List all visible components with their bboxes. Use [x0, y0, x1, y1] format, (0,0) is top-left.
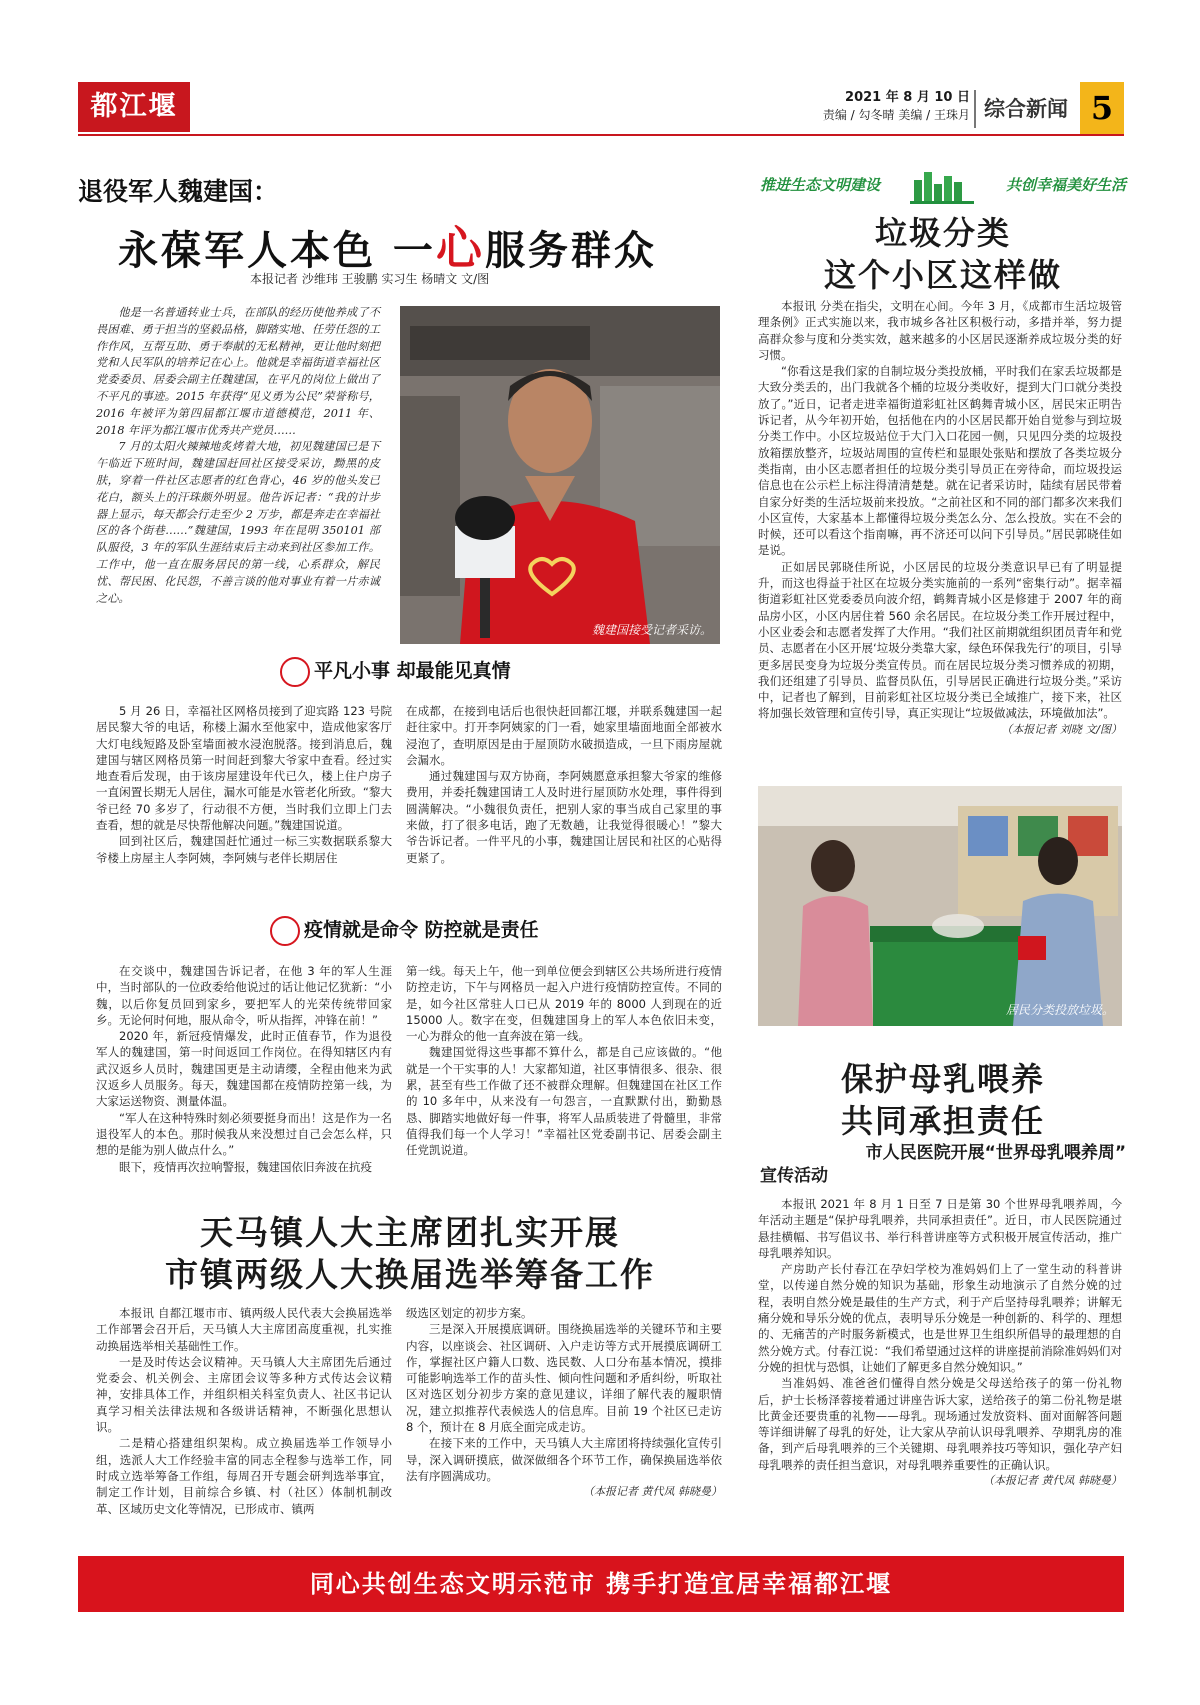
eco-banner-right: 共创幸福美好生活: [1005, 176, 1126, 194]
sub2-column-1: [96, 963, 392, 1197]
article1-kicker: 退役军人魏建国：: [78, 177, 279, 206]
body-paragraph: 通过魏建国与双方协商，李阿姨愿意承担黎大爷家的维修费用，并委托魏建国请工人及时进行屋顶防水处理，事件得到圆满解决。“小魏很负责任，把别人家的事当成自己家里的事来做，打了很多电话，跑了无数趟，让我觉得很暖心！”黎大爷告诉记者。一件平凡的小事，魏建国让居民和社区的心贴得更紧了。: [406, 769, 722, 865]
interview-photo-illustration: [400, 306, 720, 644]
eco-banner: [760, 168, 1126, 204]
header-divider: [78, 134, 1124, 136]
body-paragraph: 第一线。每天上午，他一到单位便会到辖区公共场所进行疫情防控走访，下午与网格员一起入户进行疫情防控宣传。不同的是，如今社区常驻人口已从 2019 年的 8000 人到现在的近 15000 人。数字在变，但魏建国身上的军人本色依旧未变，一心为群众的他一直奔波在第一线。: [406, 964, 722, 1044]
body-paragraph: 二是精心搭建组织架构。成立换届选举工作领导小组，选派人大工作经验丰富的同志全程参与选举工作，同时成立选举筹备工作组，每周召开专题会研判选举事宜，制定工作计划，目前综合乡镇、村（社区）体制机制改革、区域历史文化等情况，已形成市、镇两: [96, 1436, 392, 1516]
garbage-photo-caption: 居民分类投放垃圾。: [1005, 1003, 1114, 1017]
article1-title-part2: 服务群众: [484, 227, 657, 274]
intro-paragraph: 他是一名普通转业士兵，在部队的经历使他养成了不畏困难、勇于担当的坚毅品格，脚踏实地、任劳任怨的工作作风，互帮互助、勇于奉献的无私精神，更让他时刻把党和人民军队的培养记在心上。他就是幸福街道幸福社区党委委员、居委会副主任魏建国，在平凡的岗位上做出了不平凡的事迹。2015 年获得“见义勇为公民”荣誉称号，2016 年被评为第四届都江堰市道德模范，2011 年、2018 年评为都江堰市优秀共产党员……: [96, 306, 380, 437]
heart-circle-icon: [280, 657, 310, 687]
sub1-column-1: [96, 703, 392, 901]
article1-title: [118, 212, 718, 278]
eco-banner-left: 推进生态文明建设: [760, 176, 881, 194]
heart-circle-icon: [270, 916, 300, 946]
body-paragraph: 在接下来的工作中，天马镇人大主席团将持续强化宣传引导，深入调研摸底，做深做细各个环节工作，确保换届选举依法有序圆满成功。: [406, 1436, 722, 1483]
subhead-text: 平凡小事 却最能见真情: [314, 660, 511, 682]
city-green-icon: [910, 168, 974, 204]
article1-title-heart: 心: [435, 221, 485, 275]
subhead-epidemic-command: [270, 915, 590, 949]
body-paragraph: 5 月 26 日，幸福社区网格员接到了迎宾路 123 号院居民黎大爷的电话，称楼上漏水至他家中，造成他家客厅大灯电线短路及卧室墙面被水浸泡脱落。接到消息后，魏建国与辖区网格员第一时间赶到黎大爷家中查看。经过实地查看后发现，由于该房屋建设年代已久，楼上住户房子一直闲置长期无人居住，漏水可能是水管老化所致。“黎大爷已经 70 多岁了，行动很不方便，当时我们立即上门去查看，想的就是尽快帮他解决问题。”魏建国说道。: [96, 704, 392, 833]
interview-photo-caption: 魏建国接受记者采访。: [591, 623, 712, 637]
article2-byline: （本报记者 黄代凤 韩晓曼）: [583, 1485, 722, 1499]
sub2-column-2: [406, 963, 722, 1197]
article1-title-part1: 永葆军人本色 一: [118, 227, 436, 274]
article3-title: [760, 212, 1126, 296]
garbage-sorting-photo: [758, 786, 1122, 1026]
article4-subtitle-line1: 市人民医院开展“世界母乳喂养周”: [865, 1143, 1126, 1163]
article4-byline: （本报记者 黄代凤 韩晓曼）: [983, 1474, 1122, 1488]
article4-title-line2: 共同承担责任: [840, 1102, 1045, 1140]
garbage-sorting-illustration: [758, 786, 1122, 1026]
interview-photo: [400, 306, 720, 644]
body-paragraph: 本报讯 分类在指尖，文明在心间。今年 3 月，《成都市生活垃圾管理条例》正式实施以来，我市城乡各社区积极行动，多措并举，努力提高群众参与度和分类实效，越来越多的小区居民逐渐养成垃圾分类的好习惯。: [758, 299, 1122, 362]
masthead-logo: 都江堰报: [78, 82, 190, 132]
article2-column-2: [406, 1305, 722, 1545]
body-paragraph: 本报讯 自都江堰市市、镇两级人民代表大会换届选举工作部署会召开后，天马镇人大主席团高度重视，扎实推动换届选举相关基础性工作。: [96, 1306, 392, 1353]
body-paragraph: 眼下，疫情再次拉响警报，魏建国依旧奔波在抗疫: [119, 1159, 372, 1174]
body-paragraph: 当准妈妈、准爸爸们懂得自然分娩是父母送给孩子的第一份礼物后，护士长杨泽蓉接着通过讲座告诉大家，送给孩子的第二份礼物是堪比黄金还要贵重的礼物——母乳。现场通过发放资料、面对面解答问题等详细讲解了母乳的好处，让大家从孕前认识母乳喂养、孕期乳房的准备，到产后母乳喂养的三个关键期、母乳喂养技巧等知识，强化孕产妇母乳喂养的责任担当意识，对母乳喂养重要性的正确认识。: [758, 1376, 1122, 1472]
article4-subtitle: [760, 1142, 1126, 1188]
body-paragraph: 产房助产长付春江在孕妇学校为准妈妈们上了一堂生动的科普讲堂，以传递自然分娩的知识为基础，形象生动地演示了自然分娩的过程，表明自然分娩是最佳的生产方式，利于产后坚持母乳喂养；讲解无痛分娩和导乐分娩的优点，表明导乐分娩是一种创新的、科学的、理想的、无痛苦的产时服务新模式，也是世界卫生组织所倡导的最理想的自然分娩方式。付春江说：“我们希望通过这样的讲座提前消除准妈妈们对分娩的担忧与恐惧，让她们了解更多自然分娩知识。”: [758, 1262, 1122, 1374]
article3-body: [758, 298, 1122, 786]
article2-column-1: [96, 1305, 392, 1545]
intro-paragraph: 7 月的太阳火辣辣地炙烤着大地，初见魏建国已是下午临近下班时间，魏建国赶回社区接受采访，黝黑的皮肤，穿着一件社区志愿者的红色背心，46 岁的他头发已花白，额头上的汗珠颇外明显。他告诉记者：“我的计步器上显示，每天都会行走至少 2 万步，都是奔走在幸福社区的各个街巷……”魏建国，1993 年在昆明 350101 部队服役，3 年的军队生涯结束后主动来到社区参加工作。工作中，他一直在服务居民的第一线，心系群众，解民忧、帮民困、化民怨，不善言谈的他对事业有着一片赤诚之心。: [96, 440, 380, 605]
article3-title-line1: 垃圾分类: [874, 214, 1011, 252]
footer-slogan-banner: 同心共创生态文明示范市 携手打造宜居幸福都江堰: [78, 1556, 1124, 1612]
sub1-column-2: [406, 703, 722, 901]
section-name: 综合新闻: [974, 90, 1078, 128]
body-paragraph: 本报讯 2021 年 8 月 1 日至 7 日是第 30 个世界母乳喂养周，今年活动主题是“保护母乳喂养，共同承担责任”。近日，市人民医院通过悬挂横幅、书写倡议书、举行科普讲座等方式积极开展宣传活动，推广母乳喂养知识。: [758, 1197, 1122, 1260]
article2-title: [100, 1212, 720, 1296]
body-paragraph: 在交谈中，魏建国告诉记者，在他 3 年的军人生涯中，当时部队的一位政委给他说过的话让他记忆犹新：“小魏，以后你复员回到家乡，要把军人的光荣传统带回家乡。无论何时何地，服从命令，听从指挥，冲锋在前！”: [96, 964, 392, 1027]
body-paragraph: 一是及时传达会议精神。天马镇人大主席团先后通过党委会、机关例会、主席团会议等多种方式传达会议精神，安排具体工作，并组织相关科室负责人、社区书记认真学习相关法律法规和各级讲话精神，不断强化思想认识。: [96, 1354, 392, 1435]
body-paragraph: “军人在这种特殊时刻必须要挺身而出！这是作为一名退役军人的本色。那时候我从来没想过自己会怎么样，只想的是能为别人做点什么。”: [96, 1110, 392, 1158]
article4-title-line1: 保护母乳喂养: [840, 1060, 1045, 1098]
body-paragraph: “你看这是我们家的自制垃圾分类投放桶，平时我们在家丢垃圾都是大致分类丢的，出门我就各个桶的垃圾分类收好，提到大门口就分类投放了。”近日，记者走进幸福街道彩虹社区鹤舞青城小区，居民宋正明告诉记者，从今年初开始，包括他在内的小区居民都开始自觉参与到垃圾分类工作中。小区垃圾站位于大门入口花园一侧，只见四分类的垃圾投放箱摆放整齐，垃圾站周围的宣传栏和显眼处张贴和摆放了各类垃圾分类指南，由小区志愿者担任的垃圾分类引导员正在旁待命，而垃圾投运信息也在公示栏上标注得清清楚楚。就在记者采访时，陆续有居民带着自家分好类的生活垃圾前来投放。“之前社区和不同的部门都多次来我们小区宣传，大家基本上都懂得垃圾分类怎么分、怎么投放。实在不会的时候，还可以看这个指南嘛，再不济还可以问下引导员。”居民郭晓佳如是说。: [758, 364, 1122, 558]
body-paragraph: 在成都，在接到电话后也很快赶回都江堰，并联系魏建国一起赶往家中。打开李阿姨家的门一看，她家里墙面地面全部被水浸泡了，查明原因是由于屋顶防水破损造成，一旦下雨房屋就会漏水。: [406, 704, 722, 767]
article4-subtitle-line2: 宣传活动: [760, 1166, 828, 1186]
body-paragraph: 级选区划定的初步方案。: [406, 1306, 533, 1320]
editors-credit: 责编 / 勾冬晴 美编 / 王珠月: [822, 108, 970, 122]
issue-date: 2021 年 8 月 10 日: [845, 90, 970, 105]
body-paragraph: 2020 年，新冠疫情爆发，此时正值春节，作为退役军人的魏建国，第一时间返回工作岗位。在得知辖区内有武汉返乡人员时，魏建国更是主动请缨，全程由他来为武汉返乡人员服务。每天，魏建国都在疫情防控第一线，为大家运送物资、测量体温。: [96, 1029, 392, 1109]
page-number: 5: [1080, 82, 1124, 134]
subhead-ordinary-matters: [280, 656, 580, 690]
article4-body: [758, 1196, 1122, 1536]
article2-title-line2: 市镇两级人大换届选举筹备工作: [165, 1255, 655, 1294]
article3-title-line2: 这个小区这样做: [823, 256, 1062, 294]
article1-byline: 本报记者 沙维玮 王骏鹏 实习生 杨晴文 文/图: [250, 272, 490, 286]
body-paragraph: 魏建国觉得这些事都不算什么，都是自己应该做的。“他就是一个干实事的人！大家都知道，社区事情很多、很杂、很累，甚至有些工作做了还不被群众理解。但魏建国在社区工作的 10 多年中，从来没有一句怨言，一直默默付出，勤勤恳恳、脚踏实地做好每一件事，将军人品质装进了骨髓里，非常值得我们每一个人学习！”幸福社区党委副书记、居委会副主任党凯说道。: [406, 1045, 722, 1158]
body-paragraph: 三是深入开展摸底调研。围绕换届选举的关键环节和主要内容，以座谈会、社区调研、入户走访等方式开展摸底调研工作，掌握社区户籍人口数、选民数、人口分布基本情况，摸排可能影响选举工作的苗头性、倾向性问题和矛盾纠纷，听取社区对选区划分初步方案的意见建议，详细了解代表的履职情况，建立拟推荐代表候选人的信息库。目前 19 个社区已走访 8 个，预计在 8 月底全面完成走访。: [406, 1322, 722, 1435]
subhead-text: 疫情就是命令 防控就是责任: [304, 919, 539, 941]
body-paragraph: 回到社区后，魏建国赶忙通过一标三实数据联系黎大爷楼上房屋主人李阿姨，李阿姨与老伴长期居住: [96, 834, 392, 865]
article4-title: [760, 1058, 1126, 1142]
article3-byline: （本报记者 刘晓 文/图）: [1001, 722, 1122, 736]
article1-intro: [96, 305, 380, 645]
body-paragraph: 正如居民郭晓佳所说，小区居民的垃圾分类意识早已有了明显提升，而这也得益于社区在垃圾分类实施前的一系列“密集行动”。据幸福街道彩虹社区党委委员向波介绍，鹤舞青城小区是修建于 2007 年的商品房小区，小区内居住着 560 余名居民。在垃圾分类工作开展过程中，小区业委会和志愿者发挥了大作用。“我们社区前期就组织团员青年和党员、志愿者在小区开展‘垃圾分类靠大家，绿色环保我先行’的项目，引导更多居民变身为垃圾分类宣传员。而在居民垃圾分类习惯养成的初期，我们还组建了引导员、监督员队伍，引导居民正确进行垃圾分类。”采访中，记者也了解到，目前彩虹社区垃圾分类已全域推广，接下来，社区将加强长效管理和宣传引导，真正实现让“垃圾做减法，环境做加法”。: [758, 559, 1122, 721]
article2-title-line1: 天马镇人大主席团扎实开展: [200, 1213, 620, 1252]
